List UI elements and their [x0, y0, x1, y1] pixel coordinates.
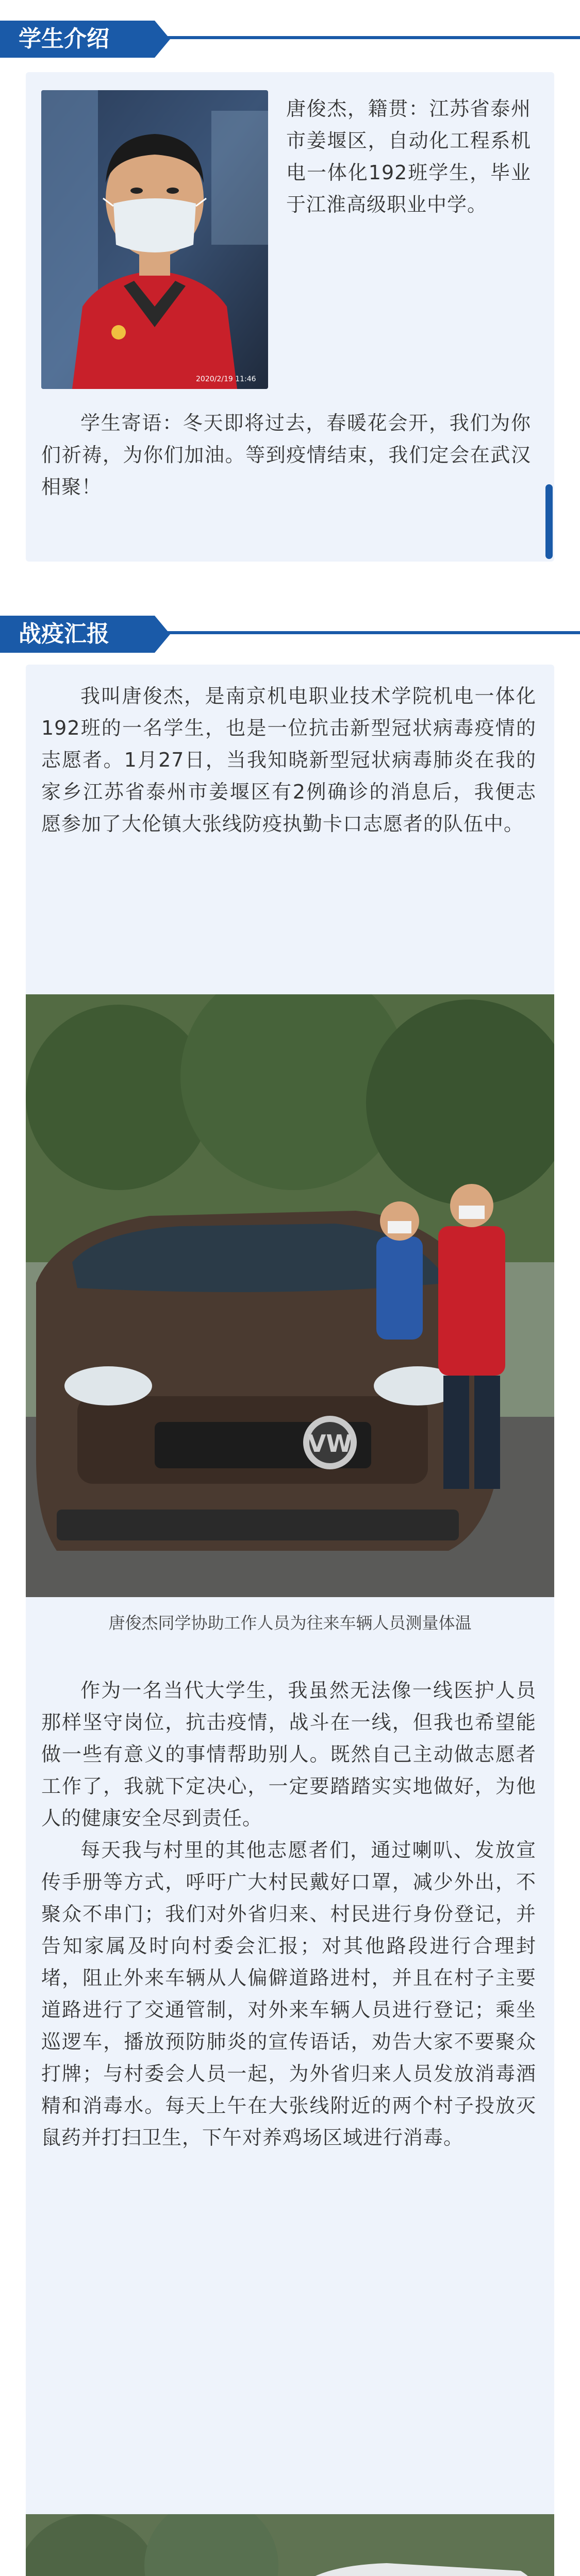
section-tab-intro: 学生介绍 — [0, 21, 155, 58]
photo-registration — [26, 2514, 554, 2576]
intro-card-accent — [545, 484, 553, 559]
student-message: 学生寄语：冬天即将过去，春暖花会开，我们为你们祈祷，为你们加油。等到疫情结束，我们定会在武汉相聚！ — [41, 412, 531, 498]
section-header-intro — [0, 21, 580, 62]
report-paragraph-1: 我叫唐俊杰，是南京机电职业技术学院机电一体化192班的一名学生，也是一位抗击新型冠状病毒疫情的志愿者。1月27日，当我知晓新型冠状病毒肺炎在我的家乡江苏省泰州市姜堰区有2例确诊的消息后，我便志愿参加了大伦镇大张线防疫执勤卡口志愿者的队伍中。 — [41, 685, 536, 835]
svg-text:VW: VW — [307, 1430, 353, 1458]
student-portrait — [41, 90, 268, 389]
report-paragraph-3: 每天我与村里的其他志愿者们，通过喇叭、发放宣传手册等方式，呼吁广大村民戴好口罩，减少外出，不聚众不串门；我们对外省归来、村民进行身份登记，并告知家属及时向村委会汇报；对其他路段进行合理封堵，阻止外来车辆从人偏僻道路进村，并且在村子主要道路进行了交通管制，对外来车辆人员进行登记；乘坐巡逻车，播放预防肺炎的宣传语话，劝告大家不要聚众打牌；与村委会人员一起，为外省归来人员发放消毒酒精和消毒水。每天上午在大张线附近的两个村子投放灭鼠药并打扫卫生，下午对养鸡场区域进行消毒。 — [41, 1839, 536, 2149]
section-tab-report: 战疫汇报 — [0, 616, 155, 653]
section-header-report — [0, 616, 580, 657]
photo-checkpoint — [26, 994, 554, 1597]
photo-timestamp: 2020/2/19 11:46 — [196, 375, 256, 383]
photo-caption-1: 唐俊杰同学协助工作人员为往来车辆人员测量体温 — [108, 1613, 472, 1633]
student-bio: 唐俊杰，籍贯：江苏省泰州市姜堰区，自动化工程系机电一体化192班学生，毕业于江淮高级职业中学。 — [286, 97, 531, 216]
report-paragraph-2: 作为一名当代大学生，我虽然无法像一线医护人员那样坚守岗位，抗击疫情，战斗在一线，但我也希望能做一些有意义的事情帮助别人。既然自己主动做志愿者工作了，我就下定决心，一定要踏踏实实地做好，为他人的健康安全尽到责任。 — [41, 1679, 536, 1829]
